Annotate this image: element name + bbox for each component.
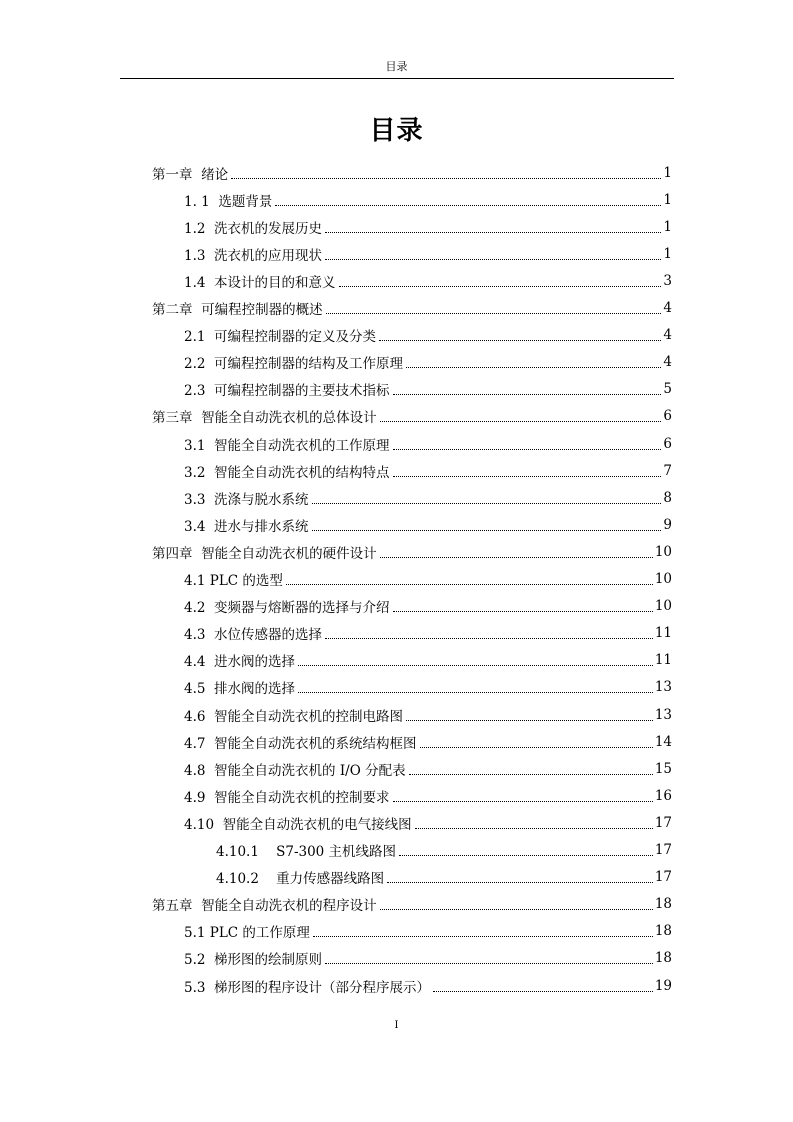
toc-dot-leader	[433, 990, 653, 992]
toc-entry-page-number: 4	[663, 327, 672, 344]
toc-dot-leader	[393, 448, 662, 450]
toc-dot-leader	[393, 800, 653, 802]
toc-entry-page-number: 19	[654, 977, 672, 994]
toc-entry-page-number: 1	[663, 245, 672, 262]
toc-dot-leader	[379, 339, 661, 341]
toc-entry-label: 5.2 梯形图的绘制原则	[184, 952, 323, 969]
toc-entry-label: 第三章 智能全自动洗衣机的总体设计	[152, 410, 377, 427]
toc-entry[interactable]	[184, 728, 672, 755]
toc-entry-page-number: 13	[654, 706, 672, 723]
toc-dot-leader	[339, 285, 662, 287]
toc-dot-leader	[380, 420, 662, 422]
toc-entry-page-number: 17	[654, 842, 672, 858]
toc-entry-page-number: 18	[654, 950, 672, 967]
toc-dot-leader	[325, 258, 661, 260]
toc-entry[interactable]	[184, 213, 672, 240]
toc-entry-label: 1. 1 选题背景	[184, 193, 273, 210]
toc-entry[interactable]	[184, 620, 672, 647]
toc-entry[interactable]	[184, 457, 672, 484]
toc-entry[interactable]	[184, 349, 672, 376]
toc-dot-leader	[406, 366, 661, 368]
toc-entry-label: 4.3 水位传感器的选择	[184, 627, 323, 644]
toc-dot-leader	[325, 231, 661, 233]
toc-entry-page-number: 17	[654, 814, 672, 831]
toc-entry-label: 4.9 智能全自动洗衣机的控制要求	[184, 789, 390, 806]
toc-dot-leader	[231, 177, 661, 179]
toc-entry-label: 4.2 变频器与熔断器的选择与介绍	[184, 600, 390, 617]
toc-entry-label: 4.8 智能全自动洗衣机的 I/O 分配表	[184, 762, 406, 779]
toc-entry-label: 1.2 洗衣机的发展历史	[184, 220, 323, 237]
toc-entry-page-number: 1	[663, 164, 672, 181]
toc-entry-page-number: 5	[663, 381, 672, 398]
toc-entry[interactable]	[184, 755, 672, 782]
toc-entry-label: 4.5 排水阀的选择	[184, 681, 296, 698]
toc-entry-page-number: 17	[654, 869, 672, 886]
toc-entry-label: 3.1 智能全自动洗衣机的工作原理	[184, 437, 390, 454]
toc-entry-page-number: 6	[663, 435, 672, 452]
toc-dot-leader	[409, 773, 653, 775]
toc-entry-page-number: 18	[654, 923, 672, 940]
toc-dot-leader	[420, 746, 653, 748]
toc-entry[interactable]	[184, 782, 672, 809]
toc-dot-leader	[380, 908, 653, 910]
toc-entry[interactable]	[184, 593, 672, 620]
toc-entry-page-number: 16	[654, 787, 672, 804]
toc-entry-page-number: 9	[663, 516, 672, 533]
toc-entry[interactable]	[184, 918, 672, 945]
toc-entry[interactable]	[184, 484, 672, 511]
toc-entry-label: 1.3 洗衣机的应用现状	[184, 247, 323, 264]
toc-entry[interactable]	[184, 430, 672, 457]
toc-entry-label: 4.4 进水阀的选择	[184, 654, 296, 671]
toc-dot-leader	[393, 610, 653, 612]
toc-entry[interactable]	[152, 891, 672, 918]
toc-entry[interactable]	[184, 809, 672, 836]
toc-entry[interactable]	[184, 566, 672, 593]
running-header: 目录	[385, 60, 408, 73]
toc-dot-leader	[275, 204, 661, 206]
toc-entry[interactable]	[184, 647, 672, 674]
toc-entry-page-number: 1	[663, 218, 672, 235]
toc-entry-page-number: 10	[654, 598, 672, 615]
toc-entry[interactable]	[184, 376, 672, 403]
toc-entry-label: 第四章 智能全自动洗衣机的硬件设计	[152, 545, 377, 562]
toc-dot-leader	[399, 854, 653, 856]
toc-entry-label: 5.3 梯形图的程序设计（部分程序展示）	[184, 979, 431, 996]
toc-entry-label: 3.3 洗涤与脱水系统	[184, 491, 309, 508]
toc-dot-leader	[286, 583, 653, 585]
toc-entry[interactable]	[184, 186, 672, 213]
toc-entry-page-number: 10	[654, 543, 672, 560]
toc-entry-page-number: 4	[663, 354, 672, 371]
toc-entry[interactable]	[184, 322, 672, 349]
toc-dot-leader	[393, 475, 662, 477]
toc-entry-label: 1.4 本设计的目的和意义	[184, 274, 336, 291]
toc-entry[interactable]	[184, 701, 672, 728]
toc-entry[interactable]	[184, 511, 672, 538]
toc-entry-page-number: 10	[654, 571, 672, 587]
toc-dot-leader	[380, 556, 653, 558]
toc-entry-label: 4.10 智能全自动洗衣机的电气接线图	[184, 816, 412, 833]
toc-entry-label: 3.2 智能全自动洗衣机的结构特点	[184, 464, 390, 481]
toc-entry-page-number: 4	[663, 300, 672, 316]
toc-entry-label: 第五章 智能全自动洗衣机的程序设计	[152, 898, 377, 915]
toc-entry[interactable]	[216, 864, 672, 891]
toc-dot-leader	[406, 719, 653, 721]
toc-entry-page-number: 6	[663, 408, 672, 425]
page-title: 目录	[369, 116, 424, 146]
toc-entry-label: 5.1 PLC 的工作原理	[184, 925, 310, 942]
toc-entry[interactable]	[152, 295, 672, 322]
toc-entry[interactable]	[152, 538, 672, 565]
toc-entry-page-number: 14	[654, 733, 672, 750]
toc-entry[interactable]	[152, 403, 672, 430]
toc-dot-leader	[312, 529, 662, 531]
toc-entry-label: 3.4 进水与排水系统	[184, 518, 309, 535]
toc-entry[interactable]	[184, 267, 672, 294]
toc-dot-leader	[393, 393, 662, 395]
toc-entry-label: 2.2 可编程控制器的结构及工作原理	[184, 356, 404, 373]
toc-entry-label: 2.1 可编程控制器的定义及分类	[184, 329, 377, 346]
toc-entry-page-number: 1	[663, 191, 672, 208]
toc-entry-page-number: 13	[654, 679, 672, 696]
toc-entry-page-number: 11	[654, 652, 672, 669]
toc-dot-leader	[325, 637, 653, 639]
footer-page-number: I	[394, 1020, 399, 1031]
toc-dot-leader	[312, 502, 662, 504]
toc-entry[interactable]	[152, 159, 672, 186]
toc-entry-page-number: 11	[654, 625, 672, 642]
toc-entry[interactable]	[184, 972, 672, 999]
toc-entry-page-number: 15	[654, 760, 672, 777]
toc-entry-page-number: 18	[654, 896, 672, 913]
toc-entry-label: 2.3 可编程控制器的主要技术指标	[184, 383, 390, 400]
toc-dot-leader	[313, 935, 653, 937]
toc-entry-page-number: 3	[663, 272, 672, 289]
toc-entry[interactable]	[184, 240, 672, 267]
toc-entry-label: 第一章 绪论	[152, 166, 229, 183]
toc-dot-leader	[325, 962, 653, 964]
toc-entry-page-number: 7	[663, 462, 672, 479]
toc-dot-leader	[298, 691, 653, 693]
toc-entry[interactable]	[184, 945, 672, 972]
header-divider	[120, 78, 674, 79]
toc-dot-leader	[326, 312, 662, 314]
toc-entry-label: 第二章 可编程控制器的概述	[152, 302, 323, 318]
toc-dot-leader	[387, 881, 653, 883]
toc-entry-label: 4.6 智能全自动洗衣机的控制电路图	[184, 708, 404, 725]
toc-entry-label: 4.7 智能全自动洗衣机的系统结构框图	[184, 735, 417, 752]
toc-entry[interactable]	[216, 837, 672, 864]
toc-entry-page-number: 8	[663, 489, 672, 506]
toc-entry-label: 4.1 PLC 的选型	[184, 573, 283, 589]
toc-entry[interactable]	[184, 674, 672, 701]
toc-dot-leader	[415, 827, 653, 829]
toc-dot-leader	[298, 664, 653, 666]
toc-entry-label: 4.10.1 S7-300 主机线路图	[216, 844, 397, 860]
toc-entry-label: 4.10.2 重力传感器线路图	[216, 871, 385, 888]
